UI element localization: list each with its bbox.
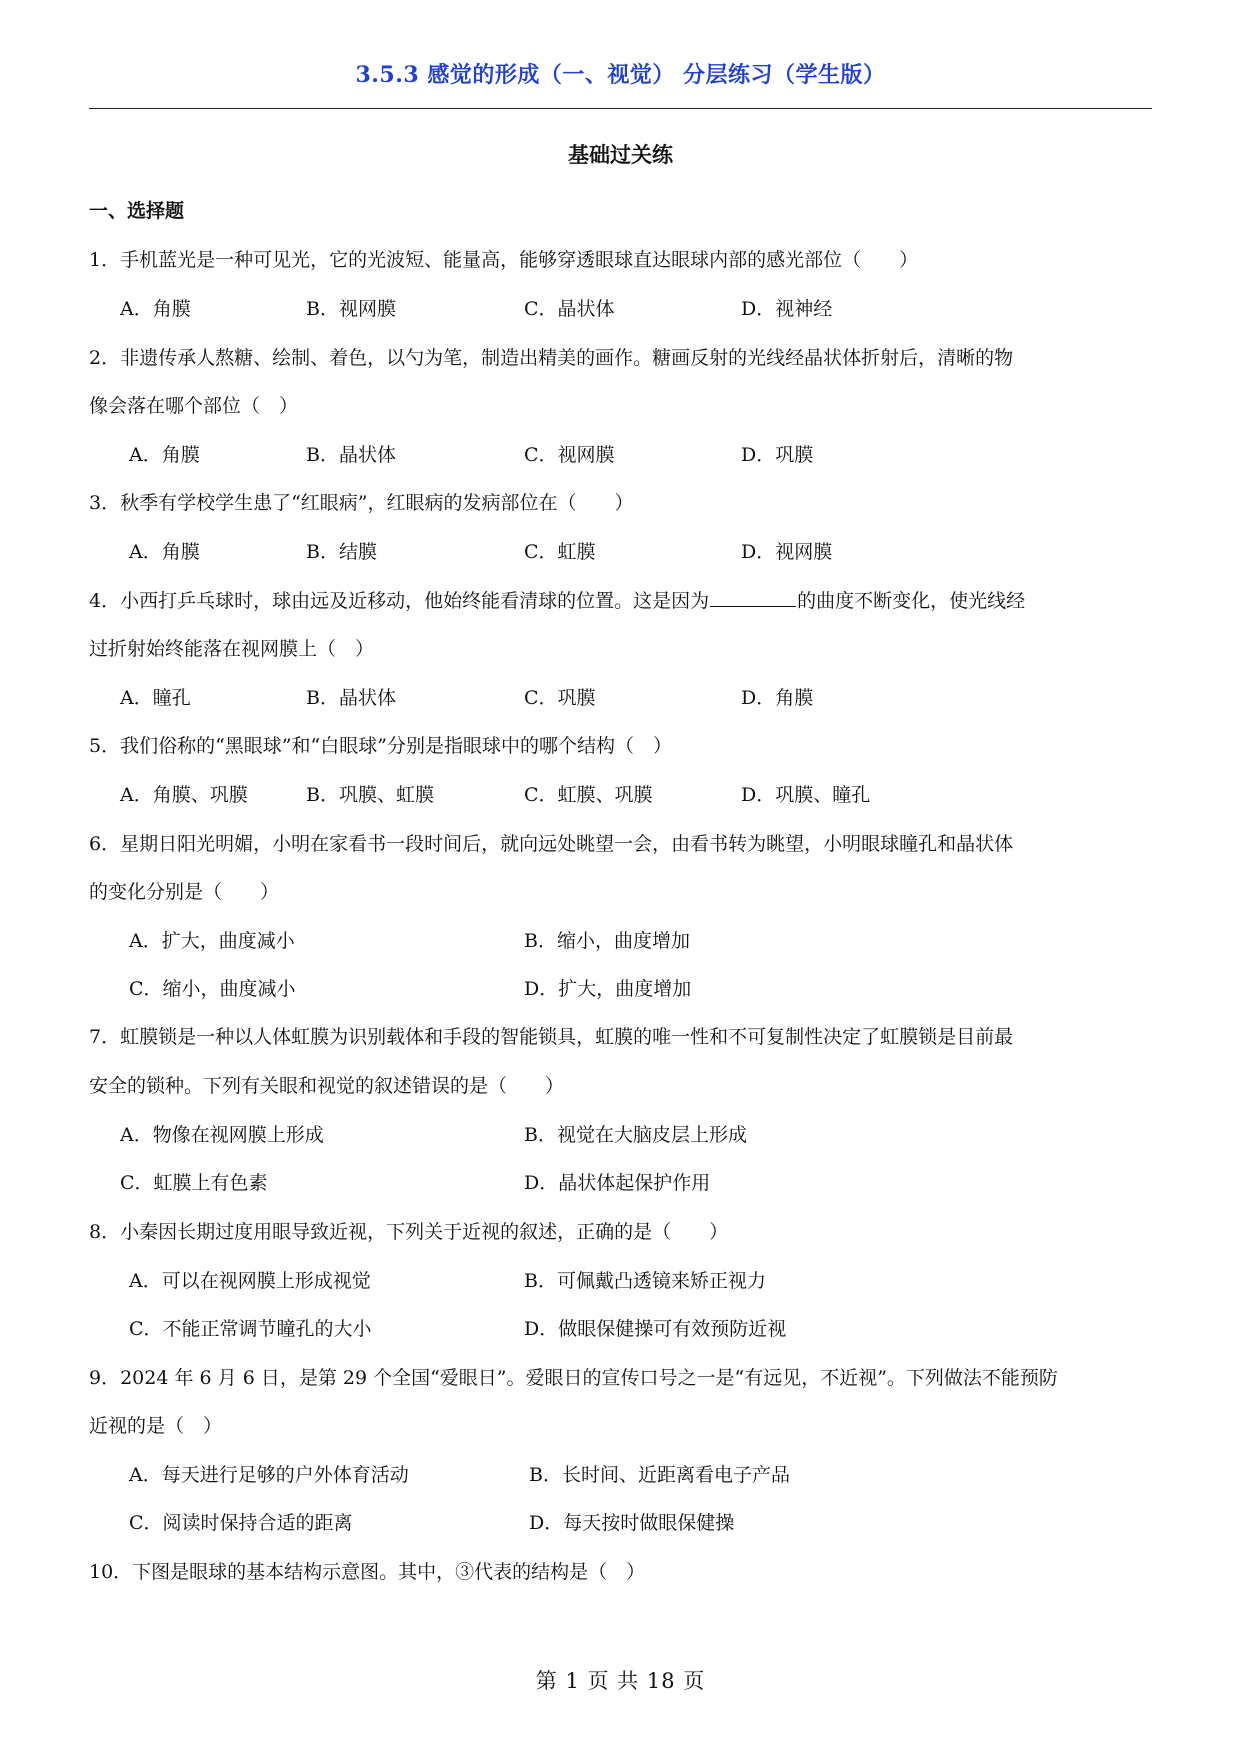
- answer-blank: [710, 588, 796, 607]
- q1-option-b: B．视网膜: [306, 298, 396, 320]
- document-title: 3.5.3 感觉的形成（一、视觉） 分层练习（学生版）: [355, 62, 886, 88]
- page-footer: 第 1 页 共 18 页: [535, 1669, 706, 1693]
- q4-text-before-blank: 4．小西打乒乓球时，球由远及近移动，他始终能看清球的位置。这是因为: [89, 590, 710, 612]
- q9-option-b: B．长时间、近距离看电子产品: [529, 1464, 790, 1486]
- q5-option-d: D．巩膜、瞳孔: [741, 784, 871, 806]
- question-5: 5．我们俗称的“黑眼球”和“白眼球”分别是指眼球中的哪个结构（ ）: [89, 735, 672, 757]
- q1-option-d: D．视神经: [741, 298, 833, 320]
- title-divider: [89, 108, 1152, 109]
- question-4-line-1: [89, 586, 1155, 613]
- question-6-line-1: 6．星期日阳光明媚，小明在家看书一段时间后，就向远处眺望一会，由看书转为眺望，小明眼球瞳孔和晶状体: [89, 833, 1014, 855]
- q3-option-b: B．结膜: [306, 541, 377, 563]
- question-4-line-2: 过折射始终能落在视网膜上（ ）: [89, 638, 375, 660]
- q6-option-c: C．缩小，曲度减小: [129, 978, 296, 1000]
- q4-text-after-blank: 的曲度不断变化，使光线经: [797, 590, 1026, 612]
- q4-option-b: B．晶状体: [306, 687, 396, 709]
- question-8: 8．小秦因长期过度用眼导致近视，下列关于近视的叙述，正确的是（ ）: [89, 1221, 729, 1243]
- question-7-line-2: 安全的锁种。下列有关眼和视觉的叙述错误的是（ ）: [89, 1075, 565, 1097]
- section-heading: 基础过关练: [568, 142, 673, 167]
- q3-option-c: C．虹膜: [524, 541, 596, 563]
- question-2-line-2: 像会落在哪个部位（ ）: [89, 395, 299, 417]
- q8-option-d: D．做眼保健操可有效预防近视: [524, 1318, 787, 1340]
- question-1: 1．手机蓝光是一种可见光，它的光波短、能量高，能够穿透眼球直达眼球内部的感光部位（ ）: [89, 249, 919, 271]
- q2-option-c: C．视网膜: [524, 444, 615, 466]
- q9-option-c: C．阅读时保持合适的距离: [129, 1512, 353, 1534]
- q4-option-d: D．角膜: [741, 687, 814, 709]
- q2-option-a: A．角膜: [129, 444, 200, 466]
- q5-option-b: B．巩膜、虹膜: [306, 784, 434, 806]
- q8-option-b: B．可佩戴凸透镜来矫正视力: [524, 1270, 766, 1292]
- q7-option-d: D．晶状体起保护作用: [524, 1172, 711, 1194]
- q1-option-a: A．角膜: [120, 298, 191, 320]
- q8-option-a: A．可以在视网膜上形成视觉: [129, 1270, 371, 1292]
- q4-option-a: A．瞳孔: [120, 687, 191, 709]
- q7-option-c: C．虹膜上有色素: [120, 1172, 268, 1194]
- q8-option-c: C．不能正常调节瞳孔的大小: [129, 1318, 372, 1340]
- q7-option-a: A．物像在视网膜上形成: [120, 1124, 324, 1146]
- q4-option-c: C．巩膜: [524, 687, 596, 709]
- question-9-line-1: 9．2024 年 6 月 6 日，是第 29 个全国“爱眼日”。爱眼日的宣传口号之一是“有远见，不近视”。下列做法不能预防: [89, 1367, 1058, 1389]
- question-10: 10．下图是眼球的基本结构示意图。其中，③代表的结构是（ ）: [89, 1561, 646, 1583]
- q3-option-a: A．角膜: [129, 541, 200, 563]
- q1-option-c: C．晶状体: [524, 298, 615, 320]
- q5-option-a: A．角膜、巩膜: [120, 784, 248, 806]
- q3-option-d: D．视网膜: [741, 541, 833, 563]
- q9-option-d: D．每天按时做眼保健操: [529, 1512, 735, 1534]
- question-3: 3．秋季有学校学生患了“红眼病”，红眼病的发病部位在（ ）: [89, 492, 634, 514]
- q6-option-b: B．缩小，曲度增加: [524, 930, 690, 952]
- q2-option-b: B．晶状体: [306, 444, 396, 466]
- q5-option-c: C．虹膜、巩膜: [524, 784, 653, 806]
- question-2-line-1: 2．非遗传承人熬糖、绘制、着色，以勺为笔，制造出精美的画作。糖画反射的光线经晶状体折射后，清晰的物: [89, 347, 1014, 369]
- question-9-line-2: 近视的是（ ）: [89, 1415, 223, 1437]
- part-heading: 一、选择题: [89, 200, 185, 222]
- q7-option-b: B．视觉在大脑皮层上形成: [524, 1124, 747, 1146]
- question-7-line-1: 7．虹膜锁是一种以人体虹膜为识别载体和手段的智能锁具，虹膜的唯一性和不可复制性决定了虹膜锁是目前最: [89, 1026, 1014, 1048]
- question-6-line-2: 的变化分别是（ ）: [89, 881, 280, 903]
- q6-option-d: D．扩大，曲度增加: [524, 978, 692, 1000]
- q6-option-a: A．扩大，曲度减小: [129, 930, 295, 952]
- q2-option-d: D．巩膜: [741, 444, 814, 466]
- q9-option-a: A．每天进行足够的户外体育活动: [129, 1464, 409, 1486]
